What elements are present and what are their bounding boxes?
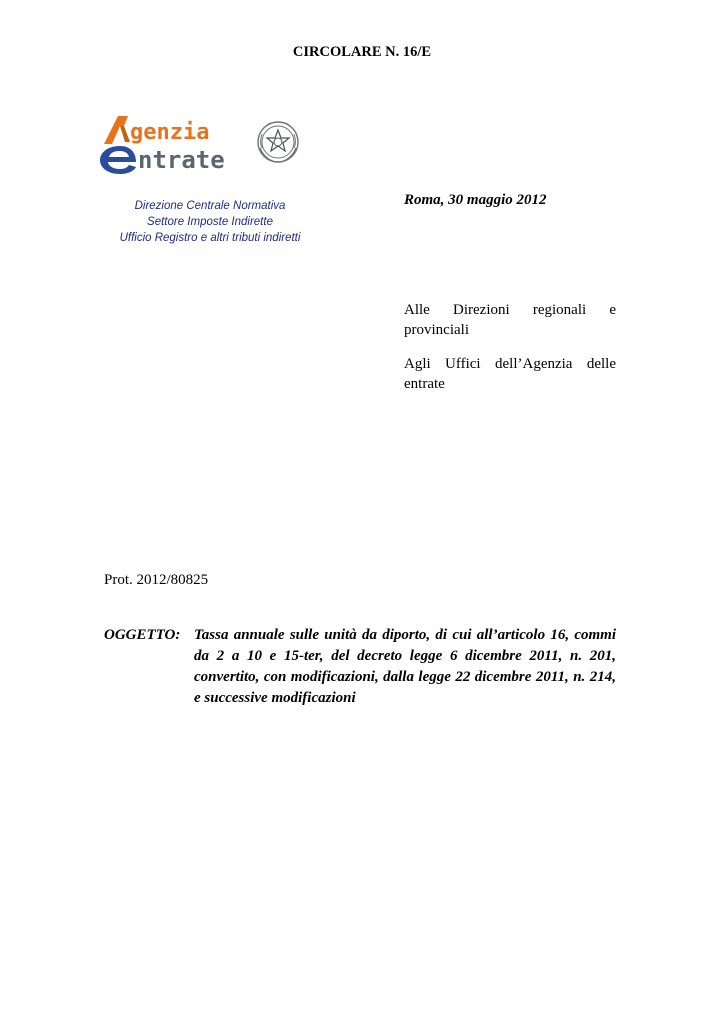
recipient-regional-offices: Alle Direzioni regionali e provinciali (404, 302, 616, 338)
logo-e-letter (100, 146, 136, 174)
department-line: Direzione Centrale Normativa (134, 200, 286, 212)
logo-a-letter (104, 116, 130, 144)
agenzia-entrate-logo (98, 112, 310, 176)
subject-text: Tassa annuale sulle unità da diporto, di cui all’articolo 16, commi da 2 a 10 e 15-ter, del decreto legge 6 dicembre 2011, n. 201, convertito, con modificazioni, dalla legge 22 dicembre 2011, n. 214, e successive modificazioni (194, 627, 616, 706)
italian-republic-emblem (258, 122, 298, 162)
logo-text-entrate: ntrate (138, 146, 225, 174)
department-line: Ufficio Registro e altri tributi indiretti (119, 232, 301, 244)
logo-text-agenzia: genzia (130, 120, 210, 145)
document-title: CIRCOLARE N. 16/E (292, 44, 432, 60)
recipient-agency-offices: Agli Uffici dell’Agenzia delle entrate (404, 356, 616, 392)
department-line: Settore Imposte Indirette (147, 216, 273, 228)
place-and-date: Roma, 30 maggio 2012 (404, 192, 547, 208)
subject-block (104, 625, 616, 709)
protocol-number: Prot. 2012/80825 (104, 572, 209, 588)
subject-label: OGGETTO: (104, 627, 181, 643)
issuing-department (104, 198, 316, 246)
